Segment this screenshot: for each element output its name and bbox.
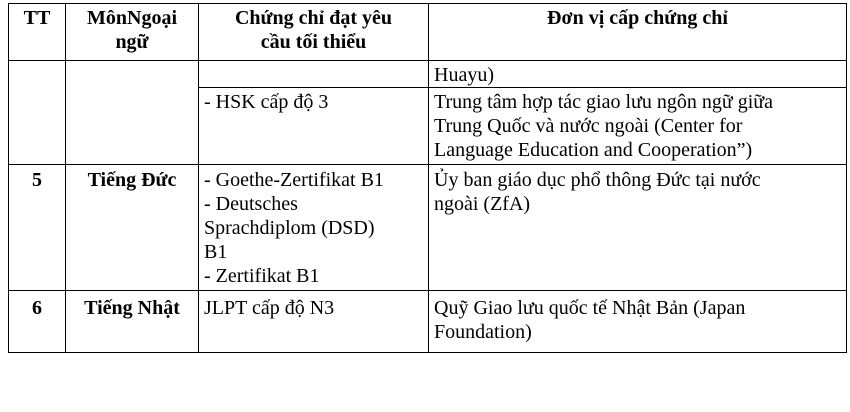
language-cell bbox=[66, 88, 199, 165]
certificate-table bbox=[8, 3, 847, 353]
issuer-line: Trung tâm hợp tác giao lưu ngôn ngữ giữa bbox=[434, 91, 773, 113]
issuer-cell bbox=[429, 291, 847, 353]
certificate-line: - Goethe-Zertifikat B1 bbox=[204, 169, 384, 191]
table-row bbox=[9, 88, 847, 165]
header-language-line: MônNgoại bbox=[87, 7, 177, 29]
header-issuer-label: Đơn vị cấp chứng chỉ bbox=[547, 7, 728, 29]
issuer-line: Huayu) bbox=[434, 64, 494, 86]
issuer-line: ngoài (ZfA) bbox=[434, 193, 531, 215]
certificate-line: B1 bbox=[204, 241, 228, 263]
header-row bbox=[9, 4, 847, 61]
certificate-line: - HSK cấp độ 3 bbox=[204, 91, 329, 113]
issuer-line: Foundation) bbox=[434, 321, 532, 343]
header-tt bbox=[9, 4, 66, 61]
header-issuer bbox=[429, 4, 847, 61]
header-certificate-line: cầu tối thiểu bbox=[260, 31, 367, 53]
language-cell bbox=[66, 291, 199, 353]
table-row bbox=[9, 291, 847, 353]
language-name: Tiếng Nhật bbox=[84, 297, 180, 319]
certificate-cell bbox=[199, 61, 429, 88]
certificate-line: Sprachdiplom (DSD) bbox=[204, 217, 375, 239]
header-certificate bbox=[199, 4, 429, 61]
certificate-line: - Zertifikat B1 bbox=[204, 265, 320, 287]
header-language-line: ngữ bbox=[115, 31, 149, 53]
issuer-line: Quỹ Giao lưu quốc tế Nhật Bản (Japan bbox=[434, 297, 746, 319]
tt-cell bbox=[9, 88, 66, 165]
issuer-line: Ủy ban giáo dục phổ thông Đức tại nước bbox=[434, 169, 761, 191]
header-certificate-line: Chứng chỉ đạt yêu bbox=[234, 7, 393, 29]
issuer-cell bbox=[429, 165, 847, 291]
header-language bbox=[66, 4, 199, 61]
issuer-cell bbox=[429, 61, 847, 88]
header-tt-label: TT bbox=[23, 7, 51, 29]
language-name: Tiếng Đức bbox=[87, 169, 177, 191]
certificate-line: JLPT cấp độ N3 bbox=[204, 297, 335, 319]
row-number: 5 bbox=[32, 169, 42, 191]
issuer-line: Trung Quốc và nước ngoài (Center for bbox=[434, 115, 743, 137]
certificate-cell bbox=[199, 165, 429, 291]
row-number: 6 bbox=[32, 297, 42, 319]
tt-cell bbox=[9, 61, 66, 88]
issuer-line: Language Education and Cooperation”) bbox=[434, 139, 753, 161]
language-cell bbox=[66, 61, 199, 88]
certificate-cell bbox=[199, 291, 429, 353]
language-cell bbox=[66, 165, 199, 291]
table-row bbox=[9, 165, 847, 291]
certificate-cell bbox=[199, 88, 429, 165]
issuer-cell bbox=[429, 88, 847, 165]
table-row bbox=[9, 61, 847, 88]
tt-cell bbox=[9, 165, 66, 291]
certificate-line: - Deutsches bbox=[204, 193, 298, 215]
tt-cell bbox=[9, 291, 66, 353]
